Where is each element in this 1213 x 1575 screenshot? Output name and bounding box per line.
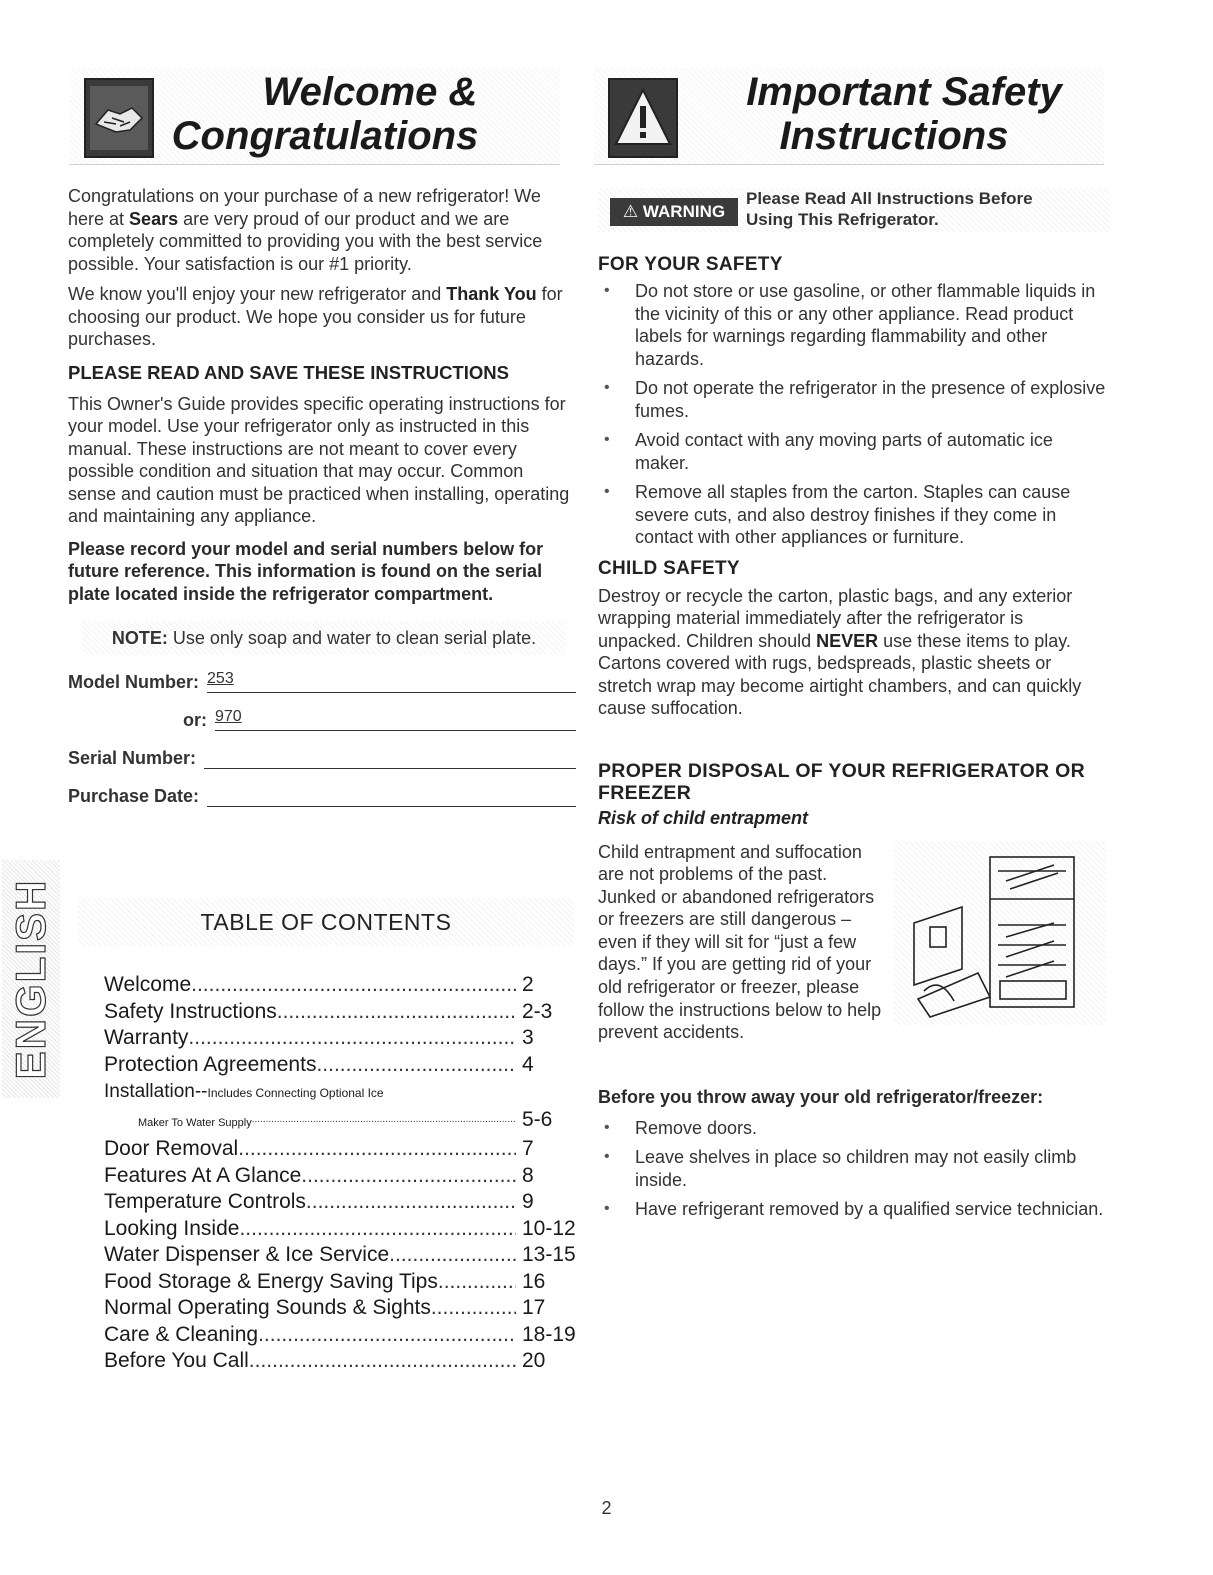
safety-title — [684, 70, 1094, 158]
disposal-bullet: • Have refrigerant removed by a qualified service technician. — [598, 1198, 1110, 1221]
alt-model-number-field — [68, 707, 576, 731]
model-number-label: Model Number: — [68, 672, 200, 692]
language-side-tab — [2, 860, 60, 1098]
toc-item-label: Normal Operating Sounds & Sights — [104, 1296, 431, 1319]
toc-item-page: 4 — [522, 1052, 534, 1076]
intro-paragraph-2 — [68, 283, 576, 351]
toc-item-label: Door Removal — [104, 1137, 239, 1160]
warning-small-icon: ⚠ — [622, 202, 639, 221]
toc-item-page: 16 — [522, 1269, 546, 1293]
alt-model-number-value[interactable]: 970 — [215, 708, 576, 731]
toc-item-label: Care & Cleaning — [104, 1322, 259, 1346]
toc-item-label: Water Dispenser & Ice Service — [104, 1243, 390, 1266]
warning-badge — [610, 198, 738, 226]
toc-title: TABLE OF CONTENTS — [200, 909, 452, 935]
warning-badge-label: WARNING — [642, 202, 726, 221]
or-label: or: — [183, 710, 207, 730]
toc-banner — [78, 898, 574, 946]
model-number-value[interactable]: 253 — [207, 670, 576, 693]
welcome-title-line1: Welcome & — [262, 70, 478, 114]
before-throw-away-heading: Before you throw away your old refrigerator/freezer: — [598, 1086, 1044, 1107]
guide-paragraph: This Owner's Guide provides specific operating instructions for your model. Use your refrigerator only as instructed in this manual. These instructions are not meant to cover every possible condition and situation that may occur. Common sense and caution must be practiced when installing, operating and maintaining any appliance. — [68, 393, 570, 526]
toc-item-label: Temperature Controls — [104, 1190, 306, 1213]
toc-item[interactable] — [104, 1295, 584, 1322]
disposal-bullet-list — [598, 1117, 1110, 1221]
toc-item[interactable] — [104, 972, 584, 999]
toc-item[interactable] — [104, 1163, 584, 1190]
toc-item-page: 9 — [522, 1190, 534, 1213]
toc-item-page: 8 — [522, 1163, 534, 1187]
intro-p2-text-b: for choosing our product. We hope you consider us for future purchases. — [68, 284, 563, 349]
toc-item-page: 10-12 — [522, 1216, 576, 1240]
toc-item-page: 13-15 — [522, 1243, 576, 1266]
note-box — [82, 621, 566, 655]
toc-item-page: 18-19 — [522, 1322, 576, 1346]
toc-item-label — [104, 1107, 252, 1137]
toc-item[interactable] — [104, 1189, 584, 1216]
disposal-bullet: • Leave shelves in place so children may not easily climb inside. — [598, 1146, 1110, 1191]
toc-item[interactable] — [104, 1078, 584, 1107]
toc-item-label: Looking Inside — [104, 1216, 240, 1240]
never-text: NEVER — [816, 630, 879, 651]
language-side-tab-label: ENGLISH — [7, 878, 54, 1080]
disposal-bullet: • Remove doors. — [598, 1117, 1110, 1140]
toc-item[interactable] — [104, 1052, 584, 1079]
toc-item[interactable] — [104, 1136, 584, 1163]
child-text-b: use these items to play. Cartons covered with rugs, bedspreads, plastic sheets or stretch wrap may become airtight chambers, and can quickly cause suffocation. — [598, 630, 1082, 718]
child-safety-heading: CHILD SAFETY — [598, 557, 740, 579]
toc-item-page: 3 — [522, 1026, 534, 1049]
right-column — [598, 188, 1110, 1221]
toc-item-label: Welcome — [104, 973, 192, 996]
intro-p2-text-a: We know you'll enjoy your new refrigerator and — [68, 284, 447, 304]
toc-item[interactable] — [104, 1348, 584, 1375]
welcome-title-line2: Congratulations — [171, 114, 479, 158]
page-number: 2 — [601, 1498, 612, 1518]
toc-item-page: 2-3 — [522, 999, 553, 1023]
safety-bullet: • Remove all staples from the carton. Staples can cause severe cuts, and also destroy finishes if they come in contact with other appliances or furniture. — [598, 481, 1110, 549]
serial-number-label: Serial Number: — [68, 748, 197, 768]
serial-number-value[interactable] — [204, 746, 576, 769]
entrapment-paragraph: Child entrapment and suffocation are not problems of the past. Junked or abandoned refrigerators or freezers are still dangerous – even if they will sit for “just a few days.” If you are getting rid of your old refrigerator or freezer, please follow the instructions below to help prevent accidents. — [598, 841, 882, 1043]
toc-item-label: Food Storage & Energy Saving Tips — [104, 1269, 438, 1293]
toc-item-label-small: Maker To Water Supply — [138, 1116, 252, 1129]
toc-item-page: 7 — [522, 1137, 534, 1160]
model-number-field — [68, 669, 576, 693]
safety-bullet-list — [598, 280, 1110, 549]
welcome-title — [160, 70, 550, 158]
warning-triangle-icon — [608, 78, 678, 158]
toc-item[interactable] — [104, 1216, 584, 1243]
toc-item[interactable] — [104, 1107, 584, 1137]
safety-banner — [594, 68, 1104, 165]
toc-item-page: 17 — [522, 1296, 546, 1319]
welcome-banner — [70, 68, 560, 165]
entrapment-section — [598, 841, 1110, 1103]
toc-item-page: 5-6 — [522, 1107, 553, 1131]
toc-item[interactable] — [104, 1322, 584, 1349]
toc-item[interactable] — [104, 1242, 584, 1269]
safety-title-line1: Important Safety — [746, 70, 1062, 114]
save-instructions-heading: PLEASE READ AND SAVE THESE INSTRUCTIONS — [68, 361, 509, 383]
safety-bullet: • Do not store or use gasoline, or other flammable liquids in the vicinity of this or any other appliance. Read product labels for warnings regarding flammability and other hazards. — [598, 280, 1110, 370]
toc-item-label — [104, 1078, 384, 1107]
child-safety-paragraph — [598, 585, 1110, 720]
toc-item-label: Before You Call — [104, 1349, 249, 1372]
brand-name: Sears — [129, 208, 179, 229]
toc-item-page: 2 — [522, 973, 534, 996]
thank-you-text: Thank You — [446, 284, 537, 304]
safety-title-line2: Instructions — [779, 114, 1009, 158]
left-column — [68, 185, 576, 807]
toc-item-label: Features At A Glance — [104, 1163, 302, 1187]
open-refrigerator-illustration-icon — [894, 841, 1106, 1025]
purchase-date-value[interactable] — [207, 784, 576, 807]
toc-item-label-small: Includes Connecting Optional Ice — [207, 1086, 384, 1100]
toc-item-label-main: Installation-- — [104, 1081, 208, 1102]
toc-item-label: Warranty — [104, 1026, 189, 1049]
record-numbers-paragraph: Please record your model and serial numbers below for future reference. This information is found on the serial plate located inside the refrigerator compartment. — [68, 538, 544, 604]
purchase-date-field — [68, 783, 576, 807]
toc-list — [104, 972, 584, 1375]
child-text-a: Destroy or recycle the carton, plastic bags, and any exterior wrapping material immediately after the refrigerator is unpacked. Children should — [598, 585, 1073, 651]
toc-item-page: 20 — [522, 1349, 546, 1372]
serial-number-field — [68, 745, 576, 769]
safety-bullet: • Do not operate the refrigerator in the presence of explosive fumes. — [598, 377, 1110, 422]
disposal-heading: PROPER DISPOSAL OF YOUR REFRIGERATOR OR FREEZER — [598, 759, 1085, 804]
for-your-safety-heading: FOR YOUR SAFETY — [598, 254, 783, 275]
handshake-icon — [84, 78, 154, 158]
warning-text: Please Read All Instructions Before Using This Refrigerator. — [746, 189, 1033, 229]
warning-box — [598, 188, 1110, 232]
note-label: NOTE: — [111, 628, 168, 648]
purchase-date-label: Purchase Date: — [68, 786, 200, 806]
note-text: Use only soap and water to clean serial plate. — [167, 628, 537, 648]
toc-item-label: Protection Agreements — [104, 1052, 317, 1076]
toc-item[interactable] — [104, 1025, 584, 1052]
intro-p1-text-a: Congratulations on your purchase of a new refrigerator! We here at — [68, 186, 541, 229]
entrapment-subheading: Risk of child entrapment — [598, 807, 809, 828]
intro-p1-text-b: are very proud of our product and we are completely committed to providing you with the best service possible. Your satisfaction is our #1 priority. — [68, 208, 543, 274]
toc-item-label: Safety Instructions — [104, 999, 277, 1023]
toc-item[interactable] — [104, 1269, 584, 1296]
safety-bullet: • Avoid contact with any moving parts of automatic ice maker. — [598, 429, 1110, 474]
intro-paragraph-1 — [68, 185, 576, 275]
toc-item[interactable] — [104, 999, 584, 1026]
